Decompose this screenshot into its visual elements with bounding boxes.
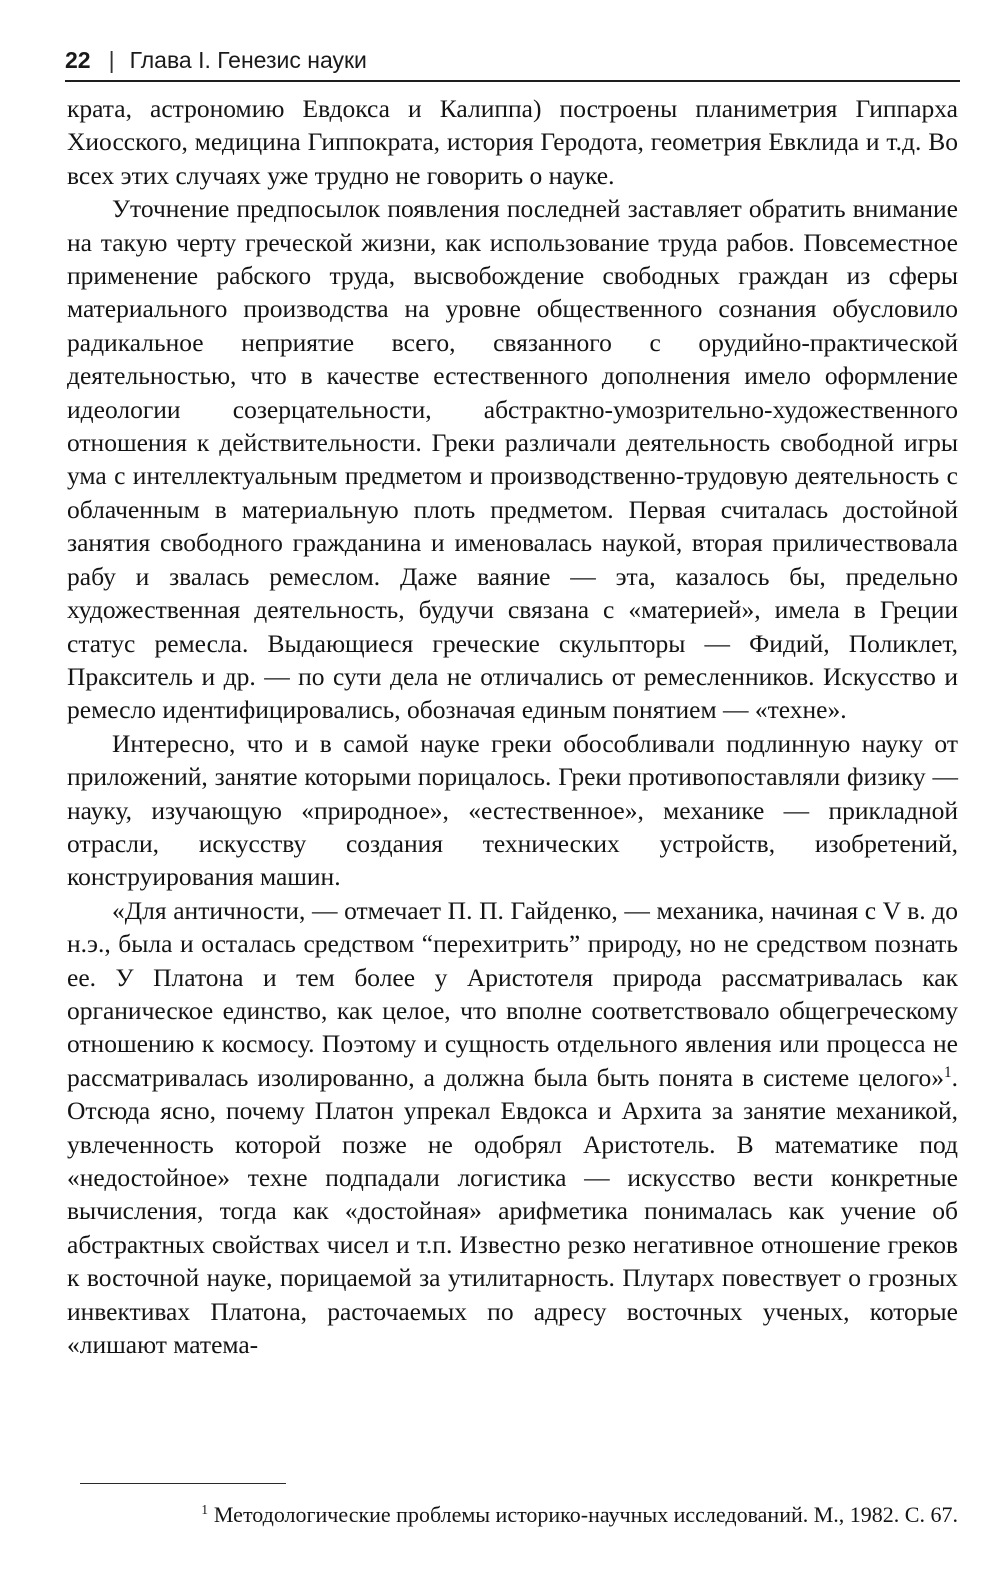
header-separator: | bbox=[108, 47, 115, 73]
chapter-title: Глава I. Генезис науки bbox=[129, 47, 367, 73]
paragraph-1 bbox=[67, 92, 958, 192]
header-rule bbox=[65, 80, 960, 82]
paragraph-text: крата, астрономию Евдокса и Калиппа) построены планиметрия Гиппарха Хиосского, медицина Гиппократа, история Геродота, геометрия Евклида и т.д. Во всех этих случаях уже трудно не говорить о науке. bbox=[67, 94, 958, 190]
page-number: 22 bbox=[65, 47, 91, 73]
footnote-text: Методологические проблемы историко-научных исследований. М., 1982. С. 67. bbox=[213, 1502, 958, 1527]
paragraph-text-continued: . Отсюда ясно, почему Платон упрекал Евдокса и Архита за занятие механикой, увлеченность которой позже не одобрял Аристотель. В математике под «недостойное» техне подпадали логистика — искусство вести конкретные вычисления, тогда как «достойная» арифметика понималась как учение об абстрактных свойствах чисел и т.п. Известно резко негативное отношение греков к восточной науке, порицаемой за утилитарность. Плутарх повествует о грозных инвективах Платона, расточаемых по адресу восточных ученых, которые «лишают матема- bbox=[67, 1062, 958, 1360]
running-header bbox=[65, 44, 960, 76]
footnote-rule bbox=[80, 1483, 286, 1484]
paragraph-text: Интересно, что и в самой науке греки обособливали подлинную науку от приложений, занятие которыми порицалось. Греки противопоставляли физику — науку, изучающую «природное», «естественное», механике — прикладной отрасли, искусству создания технических устройств, изобретений, конструирования машин. bbox=[67, 728, 958, 892]
paragraph-4 bbox=[67, 894, 958, 1362]
footnote-mark: 1 bbox=[201, 1502, 208, 1518]
footnote bbox=[70, 1500, 958, 1530]
body-text bbox=[67, 92, 958, 1361]
paragraph-text: Уточнение предпосылок появления последней заставляет обратить внимание на такую черту греческой жизни, как использование труда рабов. Повсеместное применение рабского труда, высвобождение свободных граждан из сферы материального производства на уровне общественного сознания обусловило радикальное неприятие всего, связанного с орудийно-практической деятельностью, что в качестве естественного дополнения имело оформление идеологии созерцательности, абстрактно-умозрительно-художественного отношения к действительности. Греки различали деятельность свободной игры ума с интеллектуальным предметом и производственно-трудовую деятельность с облаченным в материальную плоть предметом. Первая считалась достойной занятия свободного гражданина и именовалась наукой, вторая приличествовала рабу и звалась ремеслом. Даже ваяние — эта, казалось бы, предельно художественная деятельность, будучи связана с «материей», имела в Греции статус ремесла. Выдающиеся греческие скульпторы — Фидий, Поликлет, Пракситель и др. — по сути дела не отличались от ремесленников. Искусство и ремесло идентифицировались, обозначая единым понятием — «техне». bbox=[67, 194, 958, 725]
paragraph-2 bbox=[67, 192, 958, 727]
paragraph-3 bbox=[67, 727, 958, 894]
paragraph-text: «Для античности, — отмечает П. П. Гайденко, — механика, начиная с V в. до н.э., была и осталась средством “перехитрить” природу, но не средством познать ее. У Платона и тем более у Аристотеля природа рассматривалась как органическое единство, как целое, что вполне соответствовало общегреческому отношению к космосу. Поэтому и сущность отдельного явления или процесса не рассматривалась изолированно, а должна была быть понята в системе целого» bbox=[67, 895, 958, 1092]
footnote-reference: 1 bbox=[943, 1063, 952, 1081]
